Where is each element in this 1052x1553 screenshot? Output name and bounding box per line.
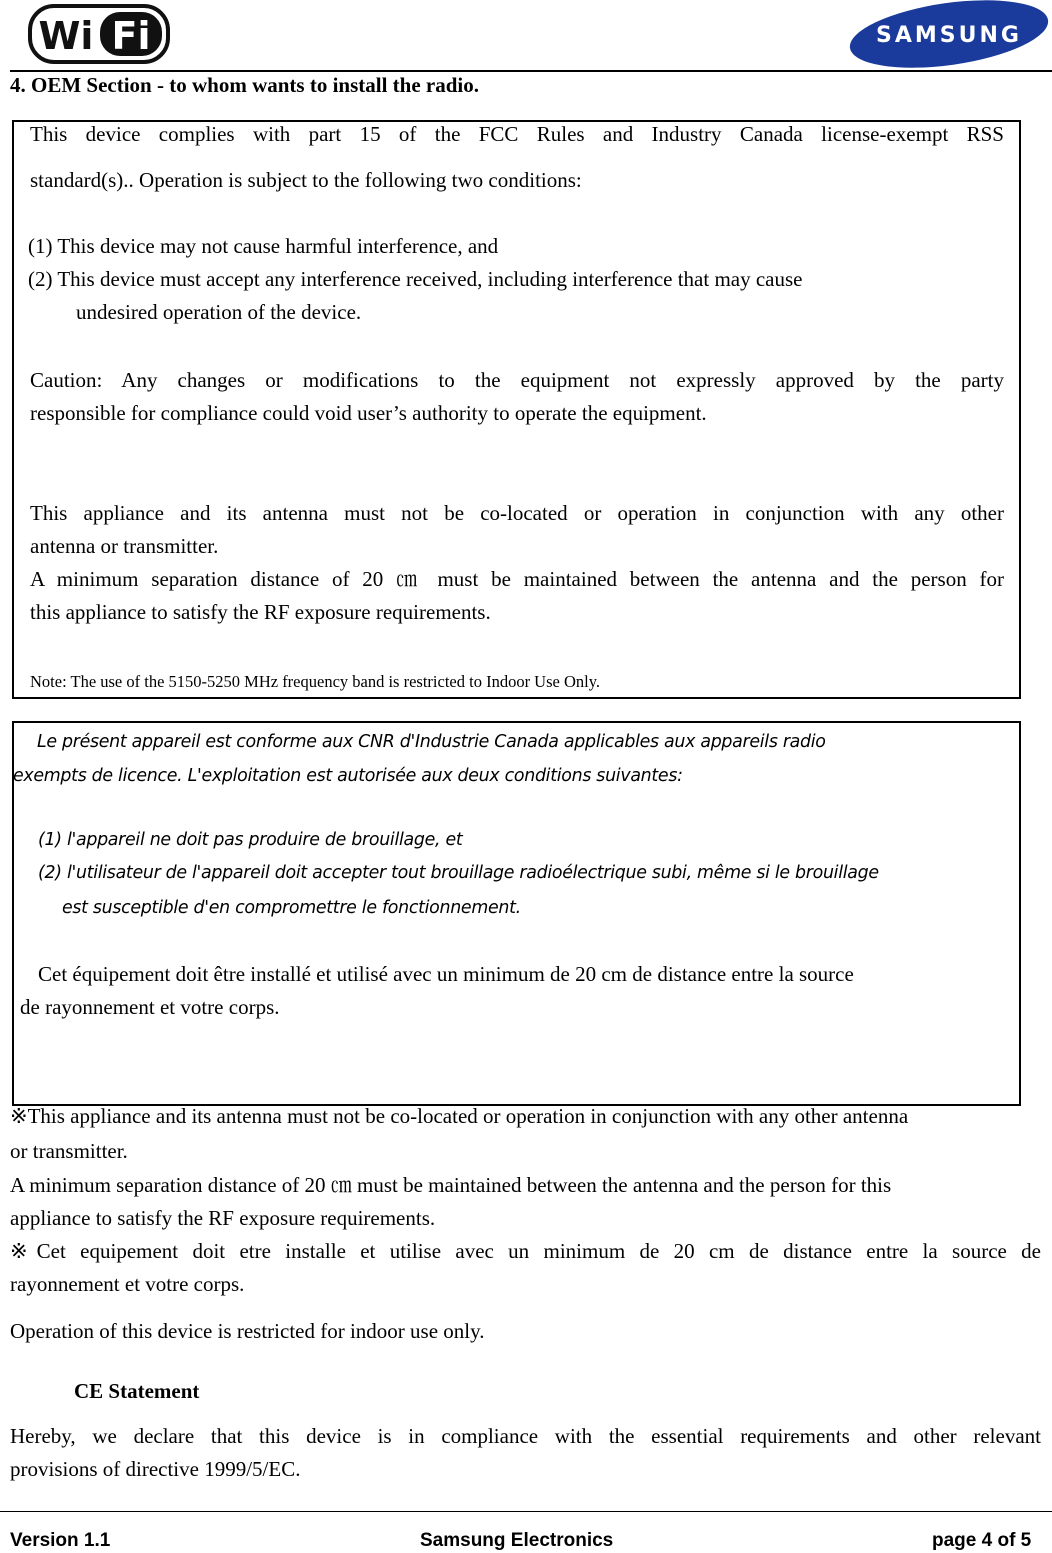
body-line-6: rayonnement et votre corps. bbox=[10, 1272, 245, 1296]
fcc-line-8: This appliance and its antenna must not be co-located or operation in conjunction with any other bbox=[30, 501, 1004, 525]
fcc-line-11: this appliance to satisfy the RF exposure requirements. bbox=[30, 600, 491, 624]
footer-version: Version 1.1 bbox=[10, 1530, 111, 1551]
ic-line-3: (1) l'appareil ne doit pas produire de brouillage, et bbox=[38, 830, 463, 850]
fcc-line-9: antenna or transmitter. bbox=[30, 534, 219, 558]
ic-line-5: est susceptible d'en compromettre le fonctionnement. bbox=[62, 898, 521, 918]
fcc-line-3: (1) This device may not cause harmful interference, and bbox=[28, 234, 499, 258]
fcc-line-5: undesired operation of the device. bbox=[76, 300, 362, 324]
svg-text:SAMSUNG: SAMSUNG bbox=[876, 23, 1022, 48]
fcc-line-4: (2) This device must accept any interference received, including interference that may cause bbox=[28, 267, 803, 291]
ic-line-2: exempts de licence. L'exploitation est autorisée aux deux conditions suivantes: bbox=[13, 766, 683, 786]
section-title: 4. OEM Section - to whom wants to install the radio. bbox=[10, 73, 479, 97]
fcc-line-1: This device complies with part 15 of the FCC Rules and Industry Canada license-exempt RSS bbox=[30, 122, 1004, 146]
body-line-3: A minimum separation distance of 20 ㎝ must be maintained between the antenna and the person for this bbox=[10, 1173, 892, 1197]
footer-company: Samsung Electronics bbox=[420, 1530, 614, 1551]
footer-rule bbox=[0, 1511, 1052, 1512]
fcc-line-6: Caution: Any changes or modifications to the equipment not expressly approved by the party bbox=[30, 368, 1004, 392]
samsung-logo bbox=[846, 0, 1052, 68]
indoor-use-note: Operation of this device is restricted for indoor use only. bbox=[10, 1319, 485, 1343]
body-line-2: or transmitter. bbox=[10, 1139, 128, 1163]
ic-line-7: de rayonnement et votre corps. bbox=[20, 995, 280, 1019]
ic-line-1: Le présent appareil est conforme aux CNR d'Industrie Canada applicables aux appareils radio bbox=[37, 732, 826, 752]
body-line-4: appliance to satisfy the RF exposure requirements. bbox=[10, 1206, 436, 1230]
ce-line-2: provisions of directive 1999/5/EC. bbox=[10, 1457, 301, 1481]
ce-heading: CE Statement bbox=[74, 1379, 200, 1403]
fcc-note: Note: The use of the 5150-5250 MHz frequency band is restricted to Indoor Use Only. bbox=[30, 672, 601, 691]
body-line-1: ※This appliance and its antenna must not be co-located or operation in conjunction with any other antenna bbox=[10, 1104, 909, 1128]
fcc-line-10: A minimum separation distance of 20 ㎝ must be maintained between the antenna and the person for bbox=[30, 567, 1004, 591]
ce-line-1: Hereby, we declare that this device is in compliance with the essential requirements and other relevant bbox=[10, 1424, 1041, 1448]
footer-page-number: page 4 of 5 bbox=[932, 1530, 1032, 1551]
ic-line-6: Cet équipement doit être installé et utilisé avec un minimum de 20 cm de distance entre la source bbox=[38, 962, 854, 986]
svg-text:Fi: Fi bbox=[111, 14, 151, 58]
fcc-line-7: responsible for compliance could void user’s authority to operate the equipment. bbox=[30, 401, 707, 425]
body-line-5: ※Cet equipement doit etre installe et utilise avec un minimum de 20 cm de distance entre la source de bbox=[10, 1239, 1041, 1263]
fcc-line-2: standard(s).. Operation is subject to the following two conditions: bbox=[30, 168, 582, 192]
svg-text:Wi: Wi bbox=[38, 14, 94, 58]
wifi-logo bbox=[28, 4, 170, 64]
ic-line-4: (2) l'utilisateur de l'appareil doit accepter tout brouillage radioélectrique subi, même si le brouillage bbox=[38, 863, 879, 883]
